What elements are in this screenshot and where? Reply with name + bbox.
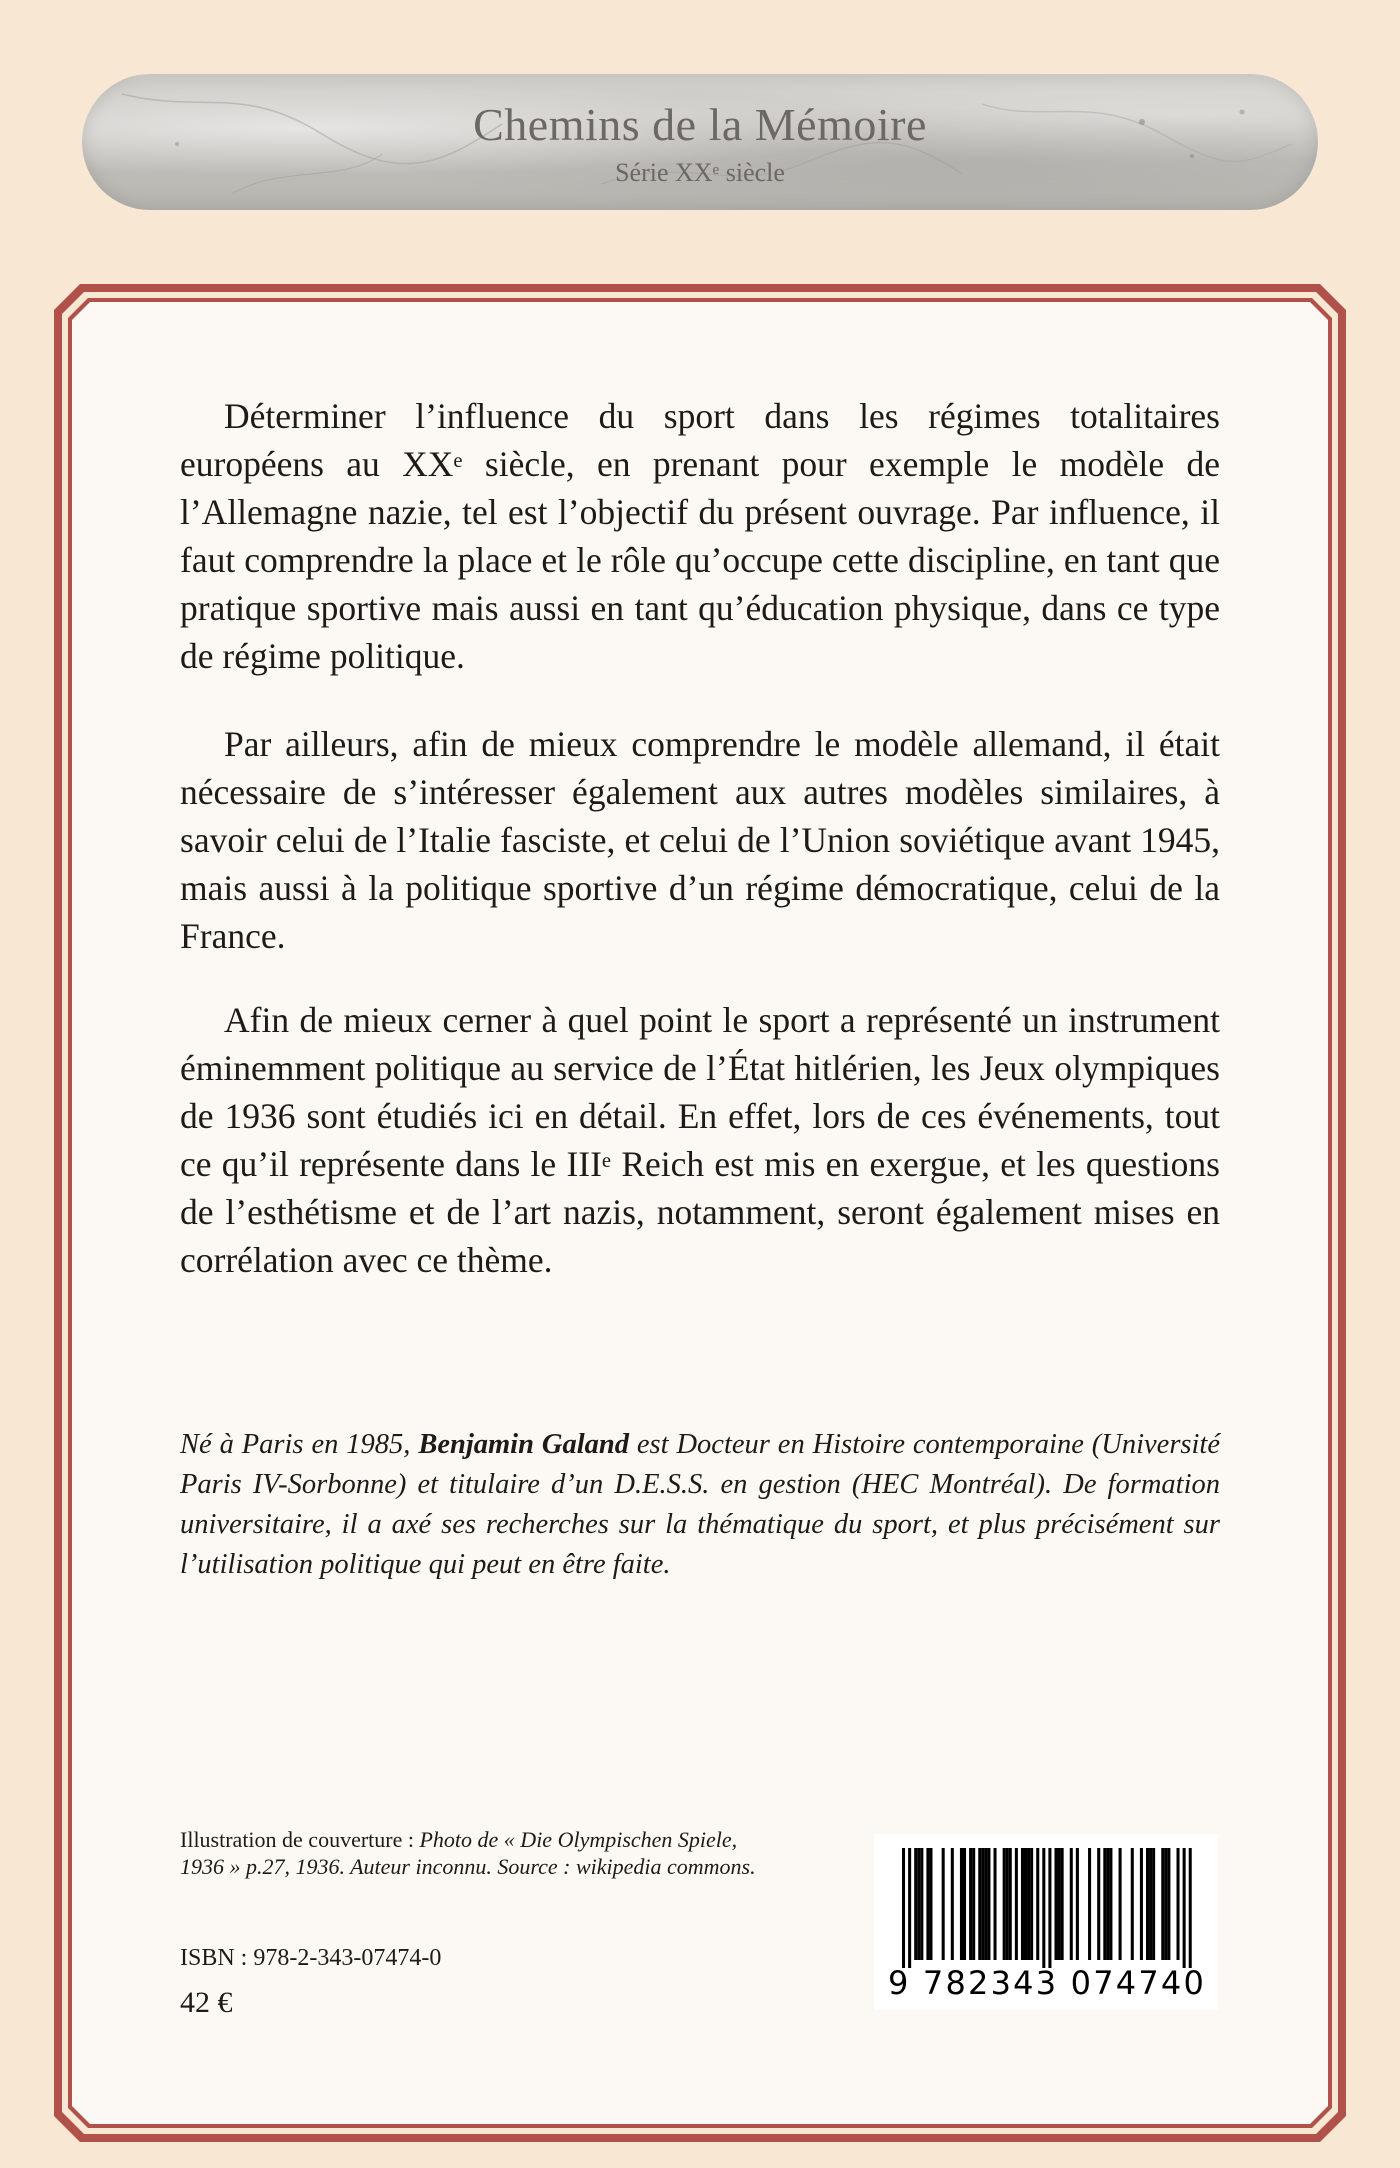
barcode-bar — [1103, 1848, 1106, 1960]
barcode-bar — [1183, 1848, 1186, 1968]
barcode-bar — [1003, 1848, 1006, 1960]
barcode-bar — [902, 1848, 905, 1968]
barcode-bar — [960, 1848, 963, 1960]
barcode-bar — [963, 1848, 966, 1960]
barcode-bar — [1152, 1848, 1155, 1960]
barcode-bar — [994, 1848, 997, 1960]
barcode-digits: 9 782343 074740 — [888, 1964, 1207, 2002]
isbn: ISBN : 978-2-343-07474-0 — [180, 1945, 442, 1971]
barcode-bar — [1048, 1848, 1051, 1968]
barcode-bar — [1119, 1848, 1122, 1960]
barcode-bar — [987, 1848, 990, 1960]
barcode-bar — [917, 1848, 920, 1960]
barcode-bar — [1167, 1848, 1170, 1960]
barcode-bar — [984, 1848, 987, 1960]
barcode-bar — [1058, 1848, 1061, 1960]
summary-paragraph-1: Déterminer l’influence du sport dans les régimes totalitaires européens au XXe siècle, en prenant pour exemple le modèle de l’Allemagne nazie, tel est l’objectif du présent ouvrage. Par influence, il faut comprendre la place et le rôle qu’occupe cette discipline, en tant que pratique sportive mais aussi en tant qu’éducation physique, dans ce type de régime politique. — [180, 396, 1220, 676]
barcode-bar — [1009, 1848, 1012, 1960]
barcode-bar — [908, 1848, 911, 1968]
price: 42 € — [180, 1986, 233, 2019]
barcode-bar — [1106, 1848, 1109, 1960]
barcode-bar — [1149, 1848, 1152, 1960]
barcode-bar — [1021, 1848, 1024, 1960]
barcode-bar — [1027, 1848, 1030, 1960]
barcode-bar — [1036, 1848, 1039, 1960]
barcode-bar — [1140, 1848, 1143, 1960]
barcode-bar — [929, 1848, 932, 1960]
barcode-bar — [1097, 1848, 1100, 1960]
barcode — [874, 1834, 1218, 2010]
barcode-bar — [1070, 1848, 1073, 1960]
series-title: Chemins de la Mémoire — [473, 99, 927, 150]
barcode-bar — [1024, 1848, 1027, 1960]
barcode-bar — [942, 1848, 945, 1960]
barcode-bar — [1109, 1848, 1112, 1960]
barcode-bar — [972, 1848, 975, 1960]
barcode-bar — [1164, 1848, 1167, 1960]
series-subtitle: Série XXe siècle — [615, 158, 785, 187]
barcode-bar — [1006, 1848, 1009, 1960]
barcode-bar — [1189, 1848, 1192, 1968]
barcode-bar — [1055, 1848, 1058, 1960]
cover-illustration-credit: Illustration de couverture : Photo de « Die Olympischen Spiele, 1936 » p.27, 1936. Auteur inconnu. Source : wikipedia commons. — [180, 1827, 756, 1879]
barcode-bar — [1161, 1848, 1164, 1960]
barcode-bar — [978, 1848, 981, 1960]
barcode-bar — [920, 1848, 923, 1960]
barcode-bar — [1042, 1848, 1045, 1968]
barcode-bar — [1088, 1848, 1091, 1960]
barcode-bar — [1061, 1848, 1064, 1960]
barcode-bar — [1030, 1848, 1033, 1960]
barcode-bar — [1146, 1848, 1149, 1960]
barcode-bar — [981, 1848, 984, 1960]
barcode-bar — [1177, 1848, 1180, 1960]
barcode-bar — [951, 1848, 954, 1960]
series-banner — [82, 74, 1318, 210]
barcode-bar — [1076, 1848, 1079, 1960]
barcode-bar — [926, 1848, 929, 1960]
author-name: Benjamin Galand — [418, 1429, 629, 1460]
barcode-bar — [969, 1848, 972, 1960]
barcode-bar — [1015, 1848, 1018, 1960]
author-bio: Né à Paris en 1985, Benjamin Galand est Docteur en Histoire contemporaine (Université Paris IV-Sorbonne) et titulaire d’un D.E.S.S. en gestion (HEC Montréal). De formation universitaire, il a axé ses recherches sur la thématique du sport, et plus précisément sur l’utilisation politique qui peut en être faite. — [180, 1429, 1220, 1580]
barcode-bar — [914, 1848, 917, 1960]
barcode-bar — [1131, 1848, 1134, 1960]
summary-paragraph-3: Afin de mieux cerner à quel point le sport a représenté un instrument éminemment politique au service de l’État hitlérien, les Jeux olympiques de 1936 sont étudiés ici en détail. En effet, lors de ces événements, tout ce qu’il représente dans le IIIe Reich est mis en exergue, et les questions de l’esthétisme et de l’art nazis, notamment, seront également mises en corrélation avec ce thème. — [180, 1000, 1220, 1280]
summary-paragraph-2: Par ailleurs, afin de mieux comprendre le modèle allemand, il était nécessaire de s’intéresser également aux autres modèles similaires, à savoir celui de l’Italie fasciste, et celui de l’Union soviétique avant 1945, mais aussi à la politique sportive d’un régime démocratique, celui de la France. — [180, 724, 1220, 956]
